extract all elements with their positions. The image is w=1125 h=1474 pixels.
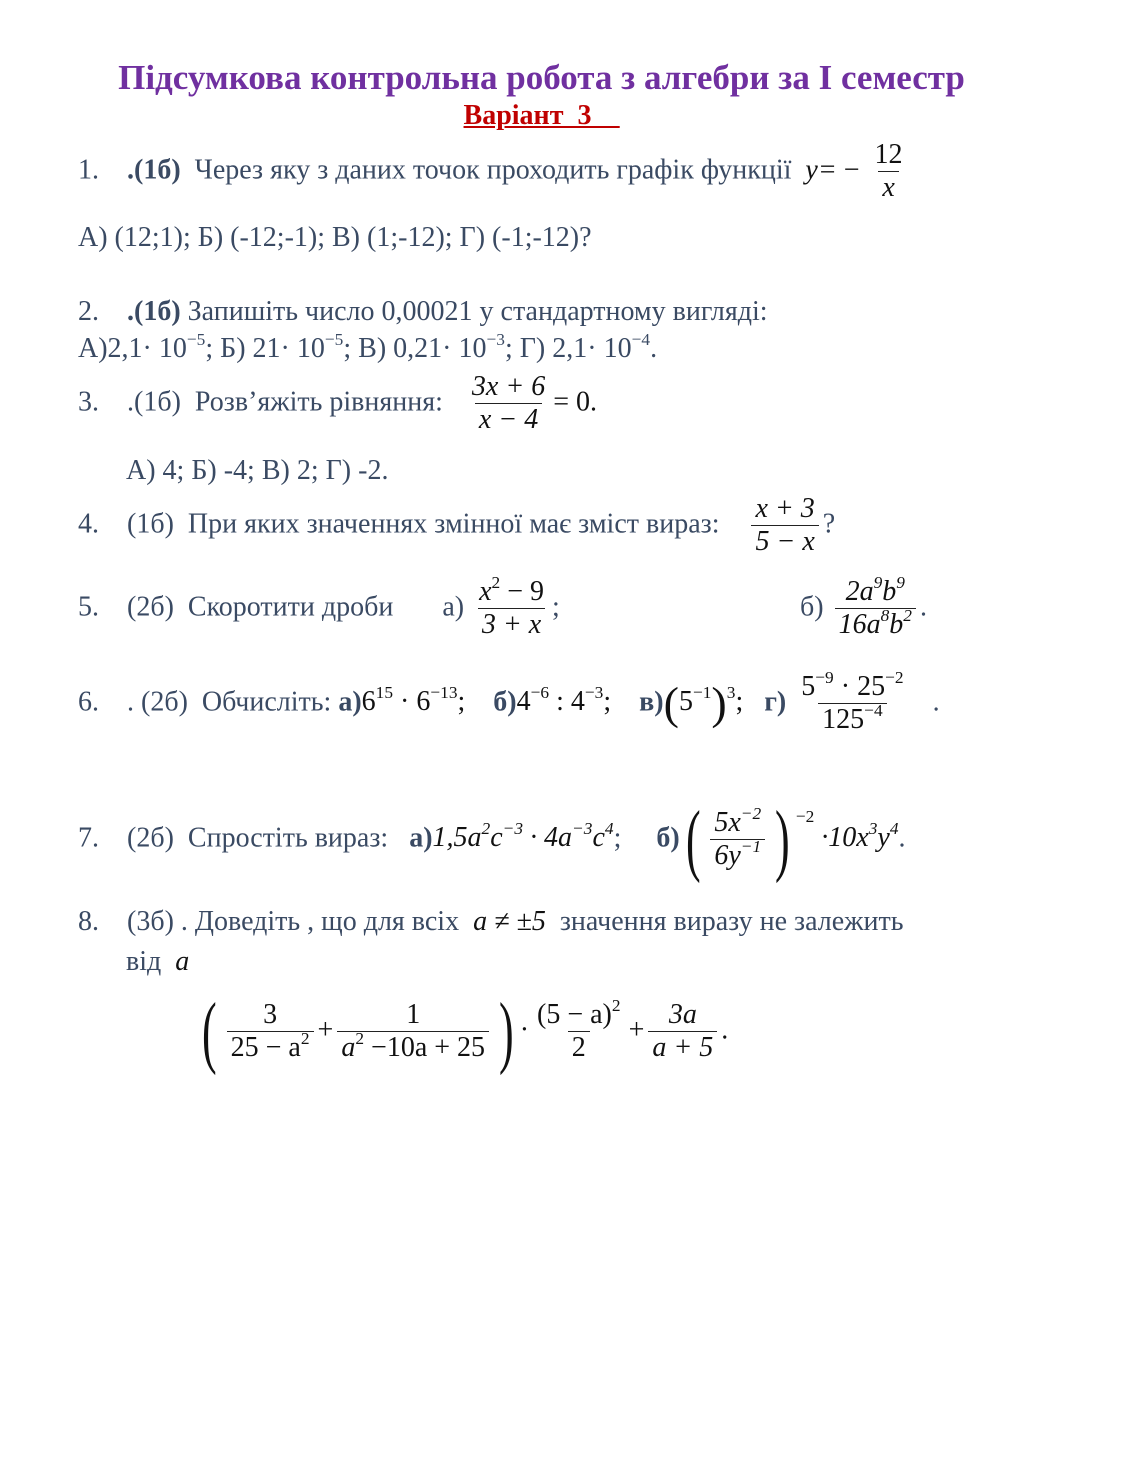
question-7-text: Спростіть вираз:: [187, 822, 389, 854]
option-end: .: [650, 333, 658, 364]
question-4-points: (1б): [127, 508, 174, 540]
question-1-text: Через яку з даних точок проходить графік функції: [194, 154, 792, 186]
option-d-exp: −4: [631, 329, 651, 349]
q7b-rest-exp1: 3: [868, 819, 878, 839]
q6a-base1: 6: [361, 686, 376, 718]
q6a-end: ;: [457, 686, 466, 718]
q8-f2-num: 1: [406, 999, 421, 1031]
q8-f3-den: 2: [568, 1031, 590, 1064]
q5a-den: 3 + x: [478, 608, 545, 641]
question-4: [78, 494, 835, 558]
q8-f3-num: (5 − a): [537, 999, 612, 1031]
option-d: ; Г) 2,1· 10: [504, 333, 632, 364]
option-c: ; В) 0,21· 10: [343, 333, 487, 364]
q7b-num-exp: −2: [740, 803, 762, 823]
q7a-expr4: c: [592, 822, 605, 854]
q5b-num-var: b: [882, 576, 897, 607]
question-5a-label: а): [442, 591, 465, 623]
q5a-num-var: x: [479, 576, 492, 607]
question-6-points: . (2б): [127, 686, 188, 718]
question-8-condition: a ≠ ±5: [473, 906, 546, 937]
question-7-number: 7.: [78, 822, 99, 854]
q7b-rest1: ·10x: [821, 822, 869, 854]
question-5b-fraction: [835, 572, 916, 641]
variant-label: Варіант_3__: [463, 100, 620, 131]
q7a-exp3: −3: [572, 819, 593, 839]
q6d-num2: · 25: [833, 671, 886, 702]
question-5-points: (2б): [127, 591, 174, 623]
question-5: [78, 572, 560, 641]
question-4-fraction: [751, 494, 818, 558]
question-1-options: А) (12;1); Б) (-12;-1); В) (1;-12); Г) (-1;-12)?: [78, 222, 592, 253]
question-4-text: При яких значеннях змінної має зміст вираз:: [187, 508, 720, 540]
q8-end: .: [721, 1014, 729, 1046]
question-5-number: 5.: [78, 591, 99, 623]
question-1-fraction: [871, 140, 907, 204]
q5b-den-exp1: 8: [880, 605, 890, 625]
q7a-exp1: 2: [481, 819, 491, 839]
question-2-points: .(1б): [127, 296, 181, 327]
question-7: [78, 796, 906, 884]
question-5b-end: .: [919, 591, 927, 623]
question-7b-fraction: [710, 803, 765, 872]
question-1-func: y=: [805, 154, 837, 186]
question-2-text: Запишіть число 0,00021 у стандартному вигляді:: [187, 296, 768, 327]
q6b-base1: 4: [516, 686, 531, 718]
page-title: Підсумкова контрольна робота з алгебри за І семестр: [118, 58, 965, 97]
question-2: [78, 296, 768, 328]
q6d-num2-exp: −2: [885, 667, 904, 687]
q8-f3-num-exp: 2: [611, 995, 621, 1015]
question-4-frac-den: 5 − x: [751, 525, 818, 558]
q8-f2-den-exp: 2: [355, 1028, 365, 1048]
q6d-num1: 5: [801, 671, 816, 702]
q7b-end: .: [898, 822, 906, 854]
question-6: [78, 667, 940, 736]
q8-open-paren: (: [201, 988, 217, 1076]
question-5-text: Скоротити дроби: [187, 591, 394, 623]
q6c-open: (: [663, 677, 679, 729]
q6c-exp-in: −1: [692, 683, 712, 703]
q8-dot: ·: [519, 1014, 530, 1046]
question-8-var: a: [175, 946, 190, 977]
q5b-num-coef: 2a: [845, 576, 874, 607]
question-8-text1: . Доведіть , що для всіх: [180, 906, 460, 937]
question-5b-label: б): [800, 591, 824, 623]
q5b-den-var: b: [889, 608, 904, 640]
q6d-end: .: [932, 686, 940, 718]
q7b-den-exp: −1: [740, 836, 762, 856]
question-8-text3: від: [126, 946, 162, 977]
option-b-exp: −5: [324, 329, 344, 349]
question-3-options: А) 4; Б) -4; В) 2; Г) -2.: [126, 455, 389, 486]
q8-f4-num: 3a: [668, 999, 697, 1031]
q8-f2-den-rest: −10a + 25: [364, 1031, 486, 1063]
question-4-frac-num: x + 3: [755, 493, 815, 524]
q8-fraction-3: [533, 995, 625, 1064]
question-3-points: .(1б): [127, 386, 181, 418]
option-c-exp: −3: [486, 329, 505, 349]
q6c-end: ;: [735, 686, 744, 718]
question-3: [78, 372, 597, 436]
question-1-points: .(1б): [127, 154, 181, 186]
q5b-den-exp2: 2: [903, 605, 912, 625]
question-1-frac-num: 12: [874, 139, 903, 170]
q7a-end: ;: [613, 822, 622, 854]
question-7-points: (2б): [127, 822, 174, 854]
question-8: [78, 906, 904, 938]
q6c-base: 5: [678, 686, 693, 718]
option-a-exp: −5: [186, 329, 206, 349]
question-5a-fraction: [475, 572, 548, 641]
question-8-text2: значення виразу не залежить: [559, 906, 904, 937]
q6a-exp1: 15: [375, 683, 394, 703]
q6a-dot: · 6: [393, 686, 431, 718]
question-6-number: 6.: [78, 686, 99, 718]
option-a: А)2,1· 10: [78, 333, 187, 364]
question-6d-fraction: [797, 667, 907, 736]
question-3-rhs: = 0.: [553, 386, 598, 418]
q6c-close: ): [711, 677, 727, 729]
q6d-num1-exp: −9: [815, 667, 834, 687]
q6b-mid: : 4: [549, 686, 585, 718]
q7a-expr2: c: [490, 822, 503, 854]
question-8-line2: [126, 946, 189, 978]
question-8-expression: [196, 988, 729, 1076]
q6b-end: ;: [603, 686, 612, 718]
question-1-number: 1.: [78, 154, 99, 186]
option-b: ; Б) 21· 10: [205, 333, 325, 364]
q6b-exp1: −6: [530, 683, 550, 703]
question-6a-label: а): [338, 686, 362, 718]
q8-f1-den-exp: 2: [300, 1028, 310, 1048]
q7b-rest2: y: [877, 822, 890, 854]
q7b-outer-exp: −2: [795, 807, 815, 827]
question-2-options: [78, 329, 658, 365]
q6d-den: 125: [822, 703, 865, 735]
question-4-end: ?: [822, 508, 836, 540]
question-3-frac-num: 3x + 6: [471, 371, 546, 402]
q5a-num-rest: − 9: [500, 576, 544, 607]
q5b-num-exp1: 9: [873, 572, 883, 592]
q8-f1-num: 3: [263, 999, 278, 1031]
q7b-num: 5x: [714, 807, 741, 839]
question-5b: [800, 572, 927, 641]
question-8-number: 8.: [78, 906, 99, 937]
question-6d-label: г): [764, 686, 787, 718]
q5b-den-coef: 16a: [838, 608, 881, 640]
question-3-number: 3.: [78, 386, 99, 418]
q7b-open-paren: (: [685, 796, 701, 884]
q7b-rest-exp2: 4: [889, 819, 899, 839]
q5a-num-exp: 2: [491, 572, 501, 592]
question-5a-end: ;: [552, 591, 560, 623]
question-3-fraction: [468, 372, 549, 436]
q6b-exp2: −3: [584, 683, 604, 703]
q6a-exp2: −13: [430, 683, 458, 703]
q8-plus-2: +: [628, 1014, 645, 1046]
q8-fraction-4: [648, 1000, 717, 1064]
q8-f4-den: a + 5: [648, 1031, 717, 1064]
q8-plus-1: +: [317, 1014, 334, 1046]
q8-fraction-1: [227, 1000, 314, 1064]
q7b-den: 6y: [714, 839, 741, 871]
q8-fraction-2: [337, 1000, 489, 1064]
q6c-exp-out: 3: [726, 683, 736, 703]
question-2-number: 2.: [78, 296, 99, 327]
question-4-number: 4.: [78, 508, 99, 540]
question-7a-label: а): [409, 822, 433, 854]
q7a-exp2: −3: [502, 819, 524, 839]
q5b-num-exp2: 9: [896, 572, 905, 592]
q8-close-paren: ): [499, 988, 514, 1076]
q8-f2-den-a: a: [341, 1031, 356, 1063]
question-6-text: Обчисліть:: [201, 686, 332, 718]
question-6b-label: б): [493, 686, 517, 718]
question-7b-label: б): [656, 822, 680, 854]
question-3-text: Розв’яжіть рівняння:: [194, 386, 443, 418]
q7a-expr3: · 4a: [523, 822, 573, 854]
q8-f1-den: 25 − a: [230, 1031, 301, 1063]
q7a-exp4: 4: [604, 819, 614, 839]
q7a-expr1: 1,5a: [432, 822, 482, 854]
question-8-points: (3б): [127, 906, 174, 937]
q7b-close-paren: ): [775, 796, 790, 884]
question-1-frac-den: x: [878, 171, 898, 204]
question-1: [78, 140, 911, 204]
question-3-frac-den: x − 4: [475, 403, 542, 436]
question-1-minus: −: [843, 154, 860, 186]
question-6c-label: в): [639, 686, 664, 718]
q6d-den-exp: −4: [864, 700, 883, 720]
